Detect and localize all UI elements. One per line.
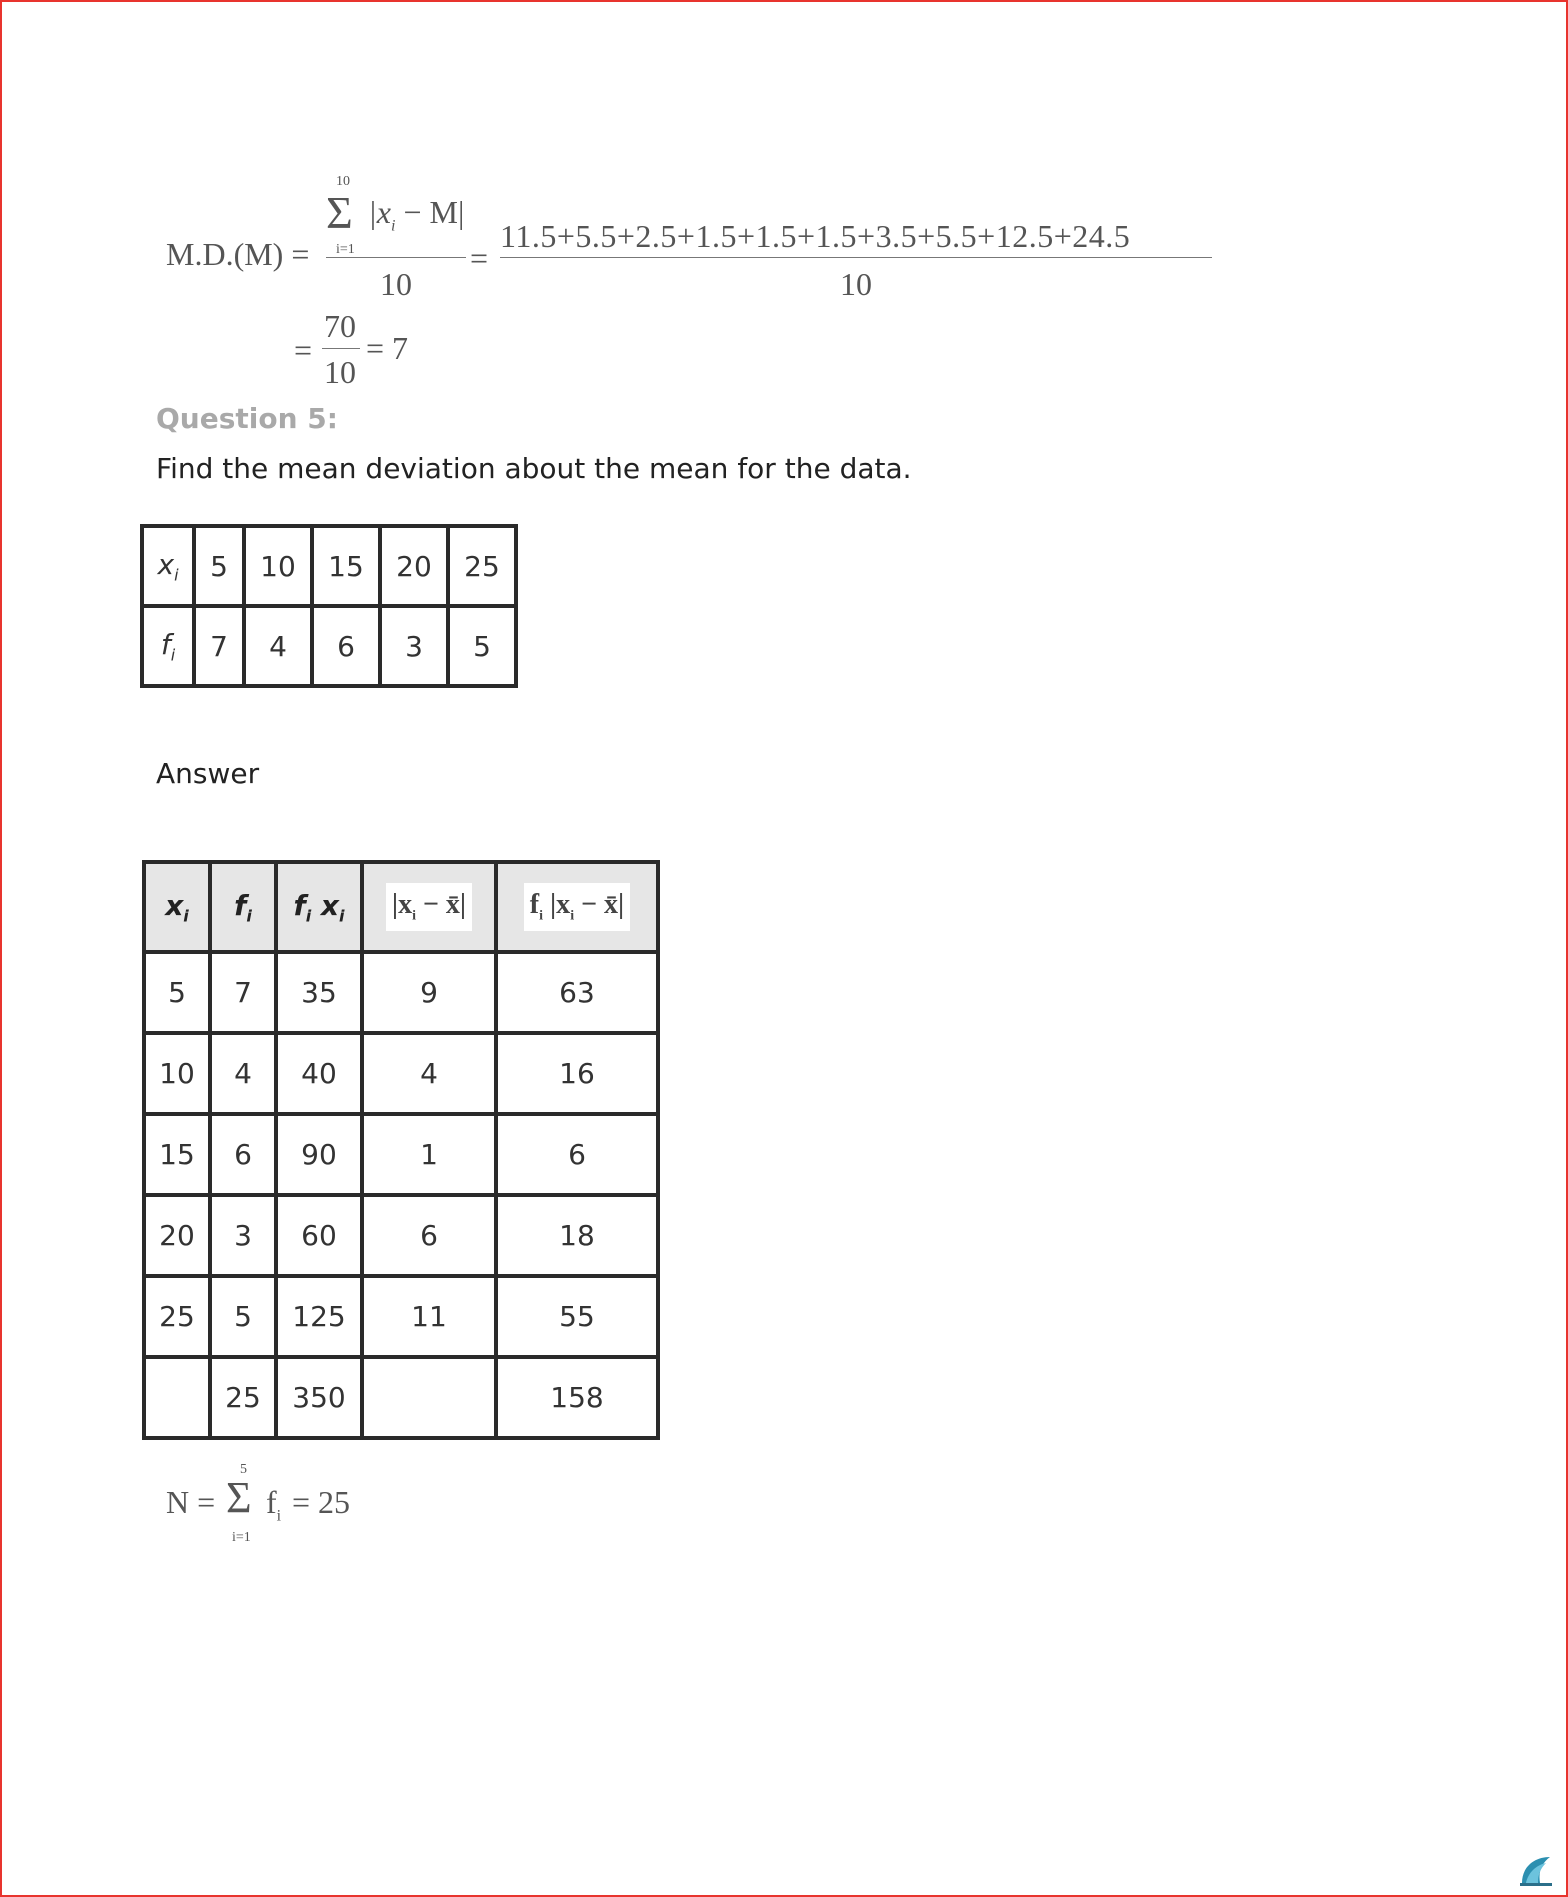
question-text: Find the mean deviation about the mean for the data. <box>156 452 912 485</box>
n-lhs: N = <box>166 1484 216 1520</box>
sigma-symbol: Σ <box>326 187 353 238</box>
table-cell: 6 <box>362 1195 496 1276</box>
table-cell: 158 <box>496 1357 658 1438</box>
header-xi: $x_i$ <box>144 862 210 952</box>
table-cell: 55 <box>496 1276 658 1357</box>
table-cell: 9 <box>362 952 496 1033</box>
table-cell: 11 <box>362 1276 496 1357</box>
table-cell: 20 <box>380 526 448 606</box>
question-title: Question 5: <box>156 402 338 435</box>
table-cell: 350 <box>276 1357 362 1438</box>
table-cell: 5 <box>194 526 244 606</box>
table-cell: 90 <box>276 1114 362 1195</box>
fraction-line-3 <box>322 348 360 349</box>
equals-sign-2: = <box>294 332 313 368</box>
header-f-deviation: $f_i$ $|x_i$ − x̄| <box>496 862 658 952</box>
table-row <box>144 952 658 1033</box>
table-total-row <box>144 1357 658 1438</box>
table-cell: 25 <box>144 1276 210 1357</box>
table-row <box>144 1276 658 1357</box>
table-cell: 25 <box>448 526 516 606</box>
data-table <box>140 524 518 688</box>
sum-body: $|x_i - M|$ <box>368 194 465 235</box>
table-cell: 125 <box>276 1276 362 1357</box>
table-cell: 10 <box>244 526 312 606</box>
header-fixi: $f_i$ $x_i$ <box>276 862 362 952</box>
answer-label: Answer <box>156 757 260 790</box>
table-cell: 63 <box>496 952 658 1033</box>
sum-upper: 10 <box>336 174 350 189</box>
n-sigma-symbol: Σ <box>226 1473 252 1522</box>
md-result: = 7 <box>366 330 409 366</box>
table-row <box>142 606 516 686</box>
table-row <box>144 1114 658 1195</box>
table-cell: 15 <box>312 526 380 606</box>
denominator-1: 10 <box>380 266 412 302</box>
site-logo-icon <box>1518 1853 1554 1887</box>
table-cell: 60 <box>276 1195 362 1276</box>
header-fi: $f_i$ <box>210 862 276 952</box>
numerator-2: 11.5+5.5+2.5+1.5+1.5+1.5+3.5+5.5+12.5+24.5 <box>500 218 1131 254</box>
n-sum-lower: i=1 <box>232 1530 251 1545</box>
table-cell: 6 <box>210 1114 276 1195</box>
table-row <box>142 526 516 606</box>
header-deviation: $|x_i$ − x̄| <box>362 862 496 952</box>
table-cell: 15 <box>144 1114 210 1195</box>
table-cell: 5 <box>144 952 210 1033</box>
n-rhs: = 25 <box>292 1484 351 1520</box>
table-cell: 1 <box>362 1114 496 1195</box>
table-cell: 4 <box>362 1033 496 1114</box>
table-row <box>144 1195 658 1276</box>
row-label-f: $f_i$ <box>142 606 194 686</box>
fraction-line-2 <box>500 257 1212 258</box>
table-cell: 6 <box>496 1114 658 1195</box>
table-cell: 3 <box>380 606 448 686</box>
fraction-line-1 <box>326 257 466 258</box>
equals-sign: = <box>470 240 489 276</box>
table-cell: 5 <box>448 606 516 686</box>
table-cell: 3 <box>210 1195 276 1276</box>
n-sum-body: $f_i$ <box>266 1484 282 1525</box>
table-cell: 5 <box>210 1276 276 1357</box>
denominator-3: 10 <box>324 354 356 390</box>
table-cell: 4 <box>210 1033 276 1114</box>
table-cell: 25 <box>210 1357 276 1438</box>
table-cell: 7 <box>194 606 244 686</box>
sum-lower: i=1 <box>336 242 355 257</box>
md-lhs: M.D.(M) = <box>166 236 310 272</box>
table-cell: 10 <box>144 1033 210 1114</box>
table-cell: 4 <box>244 606 312 686</box>
table-cell <box>144 1357 210 1438</box>
table-cell: 7 <box>210 952 276 1033</box>
table-row <box>144 1033 658 1114</box>
denominator-2: 10 <box>840 266 872 302</box>
table-header-row <box>144 862 658 952</box>
numerator-3: 70 <box>324 308 356 344</box>
table-cell: 16 <box>496 1033 658 1114</box>
table-cell: 6 <box>312 606 380 686</box>
table-cell <box>362 1357 496 1438</box>
answer-table <box>142 860 660 1440</box>
table-cell: 35 <box>276 952 362 1033</box>
table-cell: 20 <box>144 1195 210 1276</box>
table-cell: 40 <box>276 1033 362 1114</box>
n-sum-upper: 5 <box>240 1462 247 1477</box>
row-label-x: $x_i$ <box>142 526 194 606</box>
table-cell: 18 <box>496 1195 658 1276</box>
